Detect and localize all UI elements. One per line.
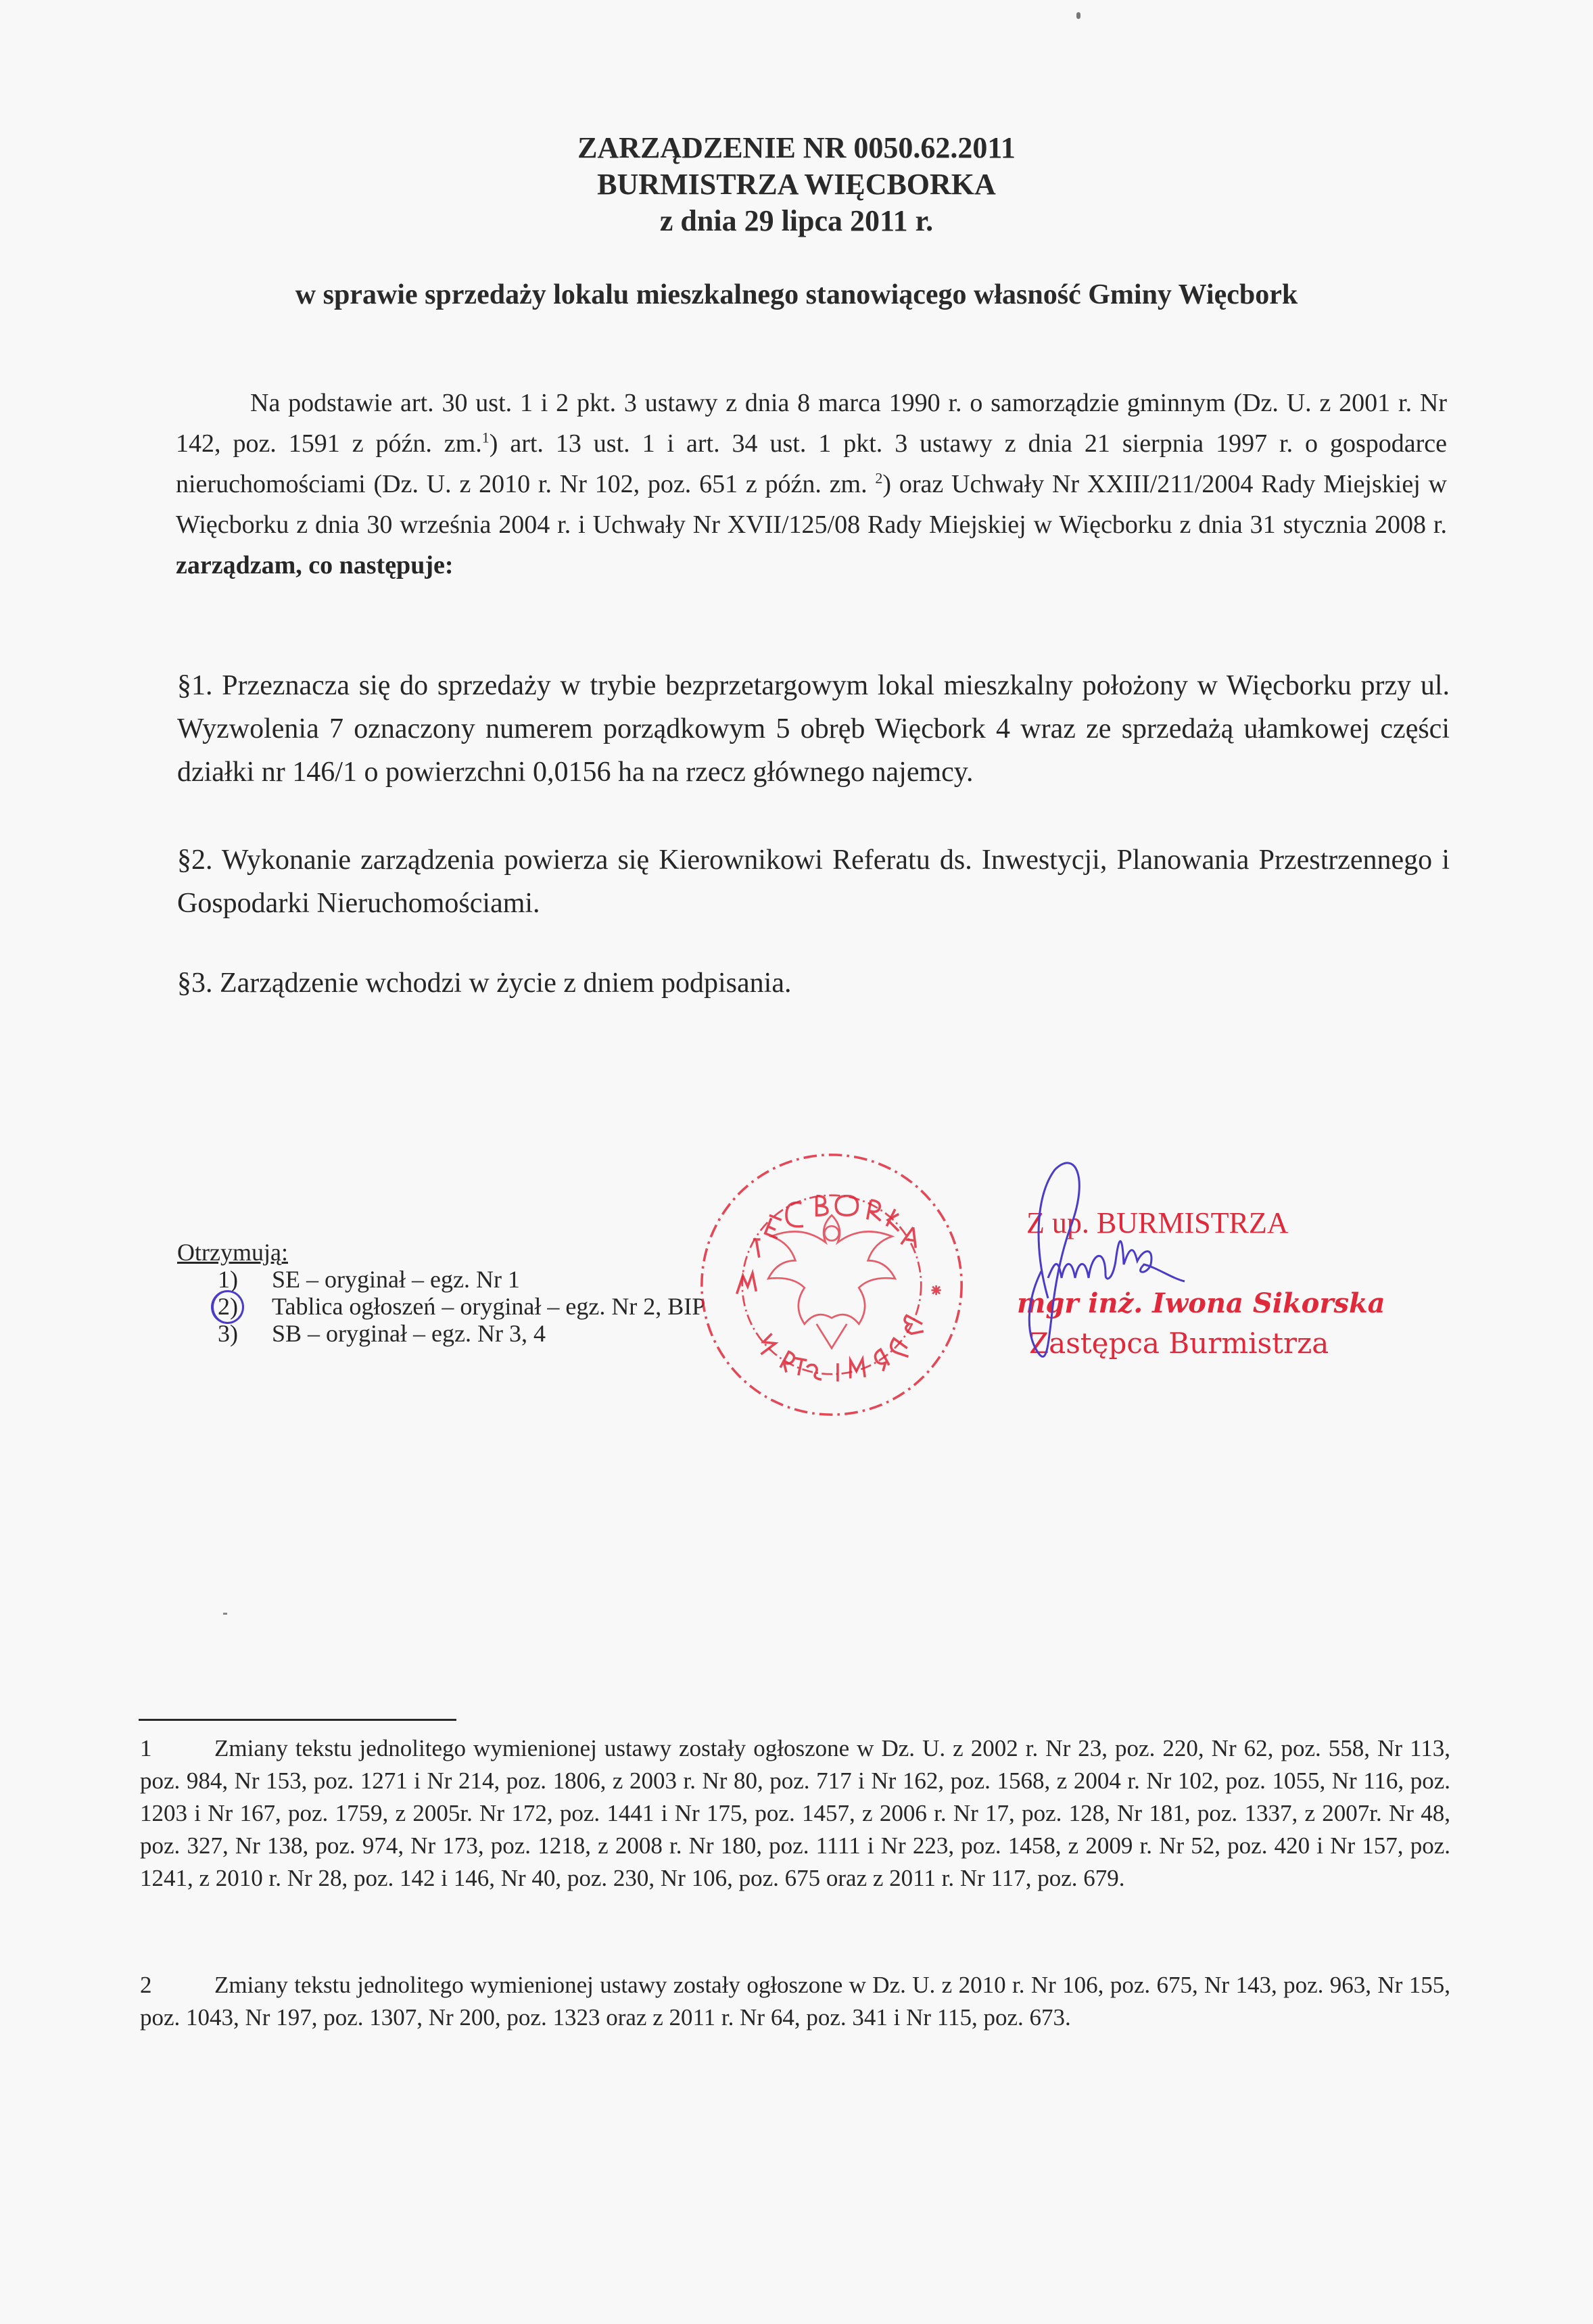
recipients-list	[177, 1239, 705, 1347]
preamble-text: ) art. 13 ust. 1 i art. 34 ust. 1 pkt. 3 ustawy z dnia 21 sierpnia 1997 r. o gospodarce nieruchomościami (Dz. U. z 2010 r. Nr 102, poz. 651 z późn. zm.	[176, 429, 1447, 498]
recipient-number: 1)	[218, 1266, 238, 1293]
recipient-text: SB – oryginał – egz. Nr 3, 4	[272, 1320, 546, 1347]
stamp-lettering-top	[737, 1196, 916, 1294]
section-3: §3. Zarządzenie wchodzi w życie z dniem podpisania.	[177, 968, 792, 999]
handwritten-signature	[1007, 1149, 1291, 1366]
footnote-separator	[139, 1719, 456, 1721]
signatory-title: Zastępca Burmistrza	[1029, 1327, 1329, 1360]
section-2: §2. Wykonanie zarządzenia powierza się Kierownikowi Referatu ds. Inwestycji, Planowania Przestrzennego i Gospodarki Nieruchomościami.	[177, 845, 1450, 919]
eagle-emblem-icon	[768, 1215, 895, 1348]
decree-phrase: zarządzam, co następuje:	[176, 551, 454, 579]
handwritten-circle-mark	[211, 1290, 244, 1324]
recipient-item	[218, 1266, 705, 1293]
scan-speck	[223, 1613, 227, 1615]
footnote-ref: 2	[875, 469, 883, 487]
preamble-paragraph	[176, 383, 1447, 586]
section-1: §1. Przeznacza się do sprzedaży w trybie bezprzetargowym lokal mieszkalny położony w Więcborku przy ul. Wyzwolenia 7 oznaczony numerem porządkowym 5 obręb Więcbork 4 wraz ze sprzedażą ułamkowej części działki nr 146/1 o powierzchni 0,0156 ha na rzecz głównego najemcy.	[177, 670, 1450, 788]
signatory-name: mgr inż. Iwona Sikorska	[1017, 1287, 1385, 1319]
recipient-text: Tablica ogłoszeń – oryginał – egz. Nr 2, BIP	[272, 1293, 706, 1320]
signature-authority: Z up. BURMISTRZA	[1026, 1206, 1289, 1239]
footnote-number: 1	[140, 1735, 152, 1761]
footnote-ref: 1	[481, 429, 490, 446]
footnote-1	[140, 1732, 1450, 1895]
recipient-number: 2)	[218, 1293, 238, 1320]
footnote-2	[140, 1969, 1450, 2034]
document-date: z dnia 29 lipca 2011 r.	[659, 204, 934, 237]
stamp-lettering-bottom	[761, 1316, 923, 1381]
recipient-item	[218, 1293, 705, 1320]
preamble-text: ) oraz Uchwały Nr XXIII/211/2004 Rady Miejskiej w Więcborku z dnia 30 września 2004 r. i Uchwały Nr XVII/125/08 Rady Miejskiej w Więcborku z dnia 31 stycznia 2008 r.	[176, 470, 1447, 539]
stamp-star-icon	[931, 1285, 941, 1295]
preamble-text: Na podstawie art. 30 ust. 1 i 2 pkt. 3 ustawy z dnia 8 marca 1990 r. o samorządzie gminnym (Dz. U. z 2001 r. Nr 142, poz. 1591 z późn. zm.	[176, 389, 1447, 458]
recipients-heading: Otrzymują:	[177, 1239, 288, 1266]
scan-speck	[1076, 12, 1080, 19]
footnote-number: 2	[140, 1972, 152, 1998]
document-subject: w sprawie sprzedaży lokalu mieszkalnego stanowiącego własność Gminy Więcbork	[295, 279, 1298, 310]
document-title: ZARZĄDZENIE NR 0050.62.2011	[577, 131, 1016, 164]
official-round-stamp	[690, 1143, 974, 1427]
footnote-text: Zmiany tekstu jednolitego wymienionej ustawy zostały ogłoszone w Dz. U. z 2010 r. Nr 106, poz. 675, Nr 143, poz. 963, Nr 155, poz. 1043, Nr 197, poz. 1307, Nr 200, poz. 1323 oraz z 2011 r. Nr 64, poz. 341 i Nr 115, poz. 673.	[140, 1972, 1450, 2031]
document-issuer: BURMISTRZA WIĘCBORKA	[597, 168, 996, 201]
recipient-item	[218, 1320, 705, 1347]
recipient-number: 3)	[218, 1320, 238, 1347]
recipient-text: SE – oryginał – egz. Nr 1	[272, 1266, 520, 1293]
footnote-text: Zmiany tekstu jednolitego wymienionej ustawy zostały ogłoszone w Dz. U. z 2002 r. Nr 23, poz. 220, Nr 62, poz. 558, Nr 113, poz. 984, Nr 153, poz. 1271 i Nr 214, poz. 1806, z 2003 r. Nr 80, poz. 717 i Nr 162, poz. 1568, z 2004 r. Nr 102, poz. 1055, Nr 116, poz. 1203 i Nr 167, poz. 1759, z 2005r. Nr 172, poz. 1441 i Nr 175, poz. 1457, z 2006 r. Nr 17, poz. 128, Nr 181, poz. 1337, z 2007r. Nr 48, poz. 327, Nr 138, poz. 974, Nr 173, poz. 1218, z 2008 r. Nr 180, poz. 1111 i Nr 223, poz. 1458, z 2009 r. Nr 52, poz. 420 i Nr 157, poz. 1241, z 2010 r. Nr 28, poz. 142 i 146, Nr 40, poz. 230, Nr 106, poz. 675 oraz z 2011 r. Nr 117, poz. 679.	[140, 1735, 1450, 1891]
